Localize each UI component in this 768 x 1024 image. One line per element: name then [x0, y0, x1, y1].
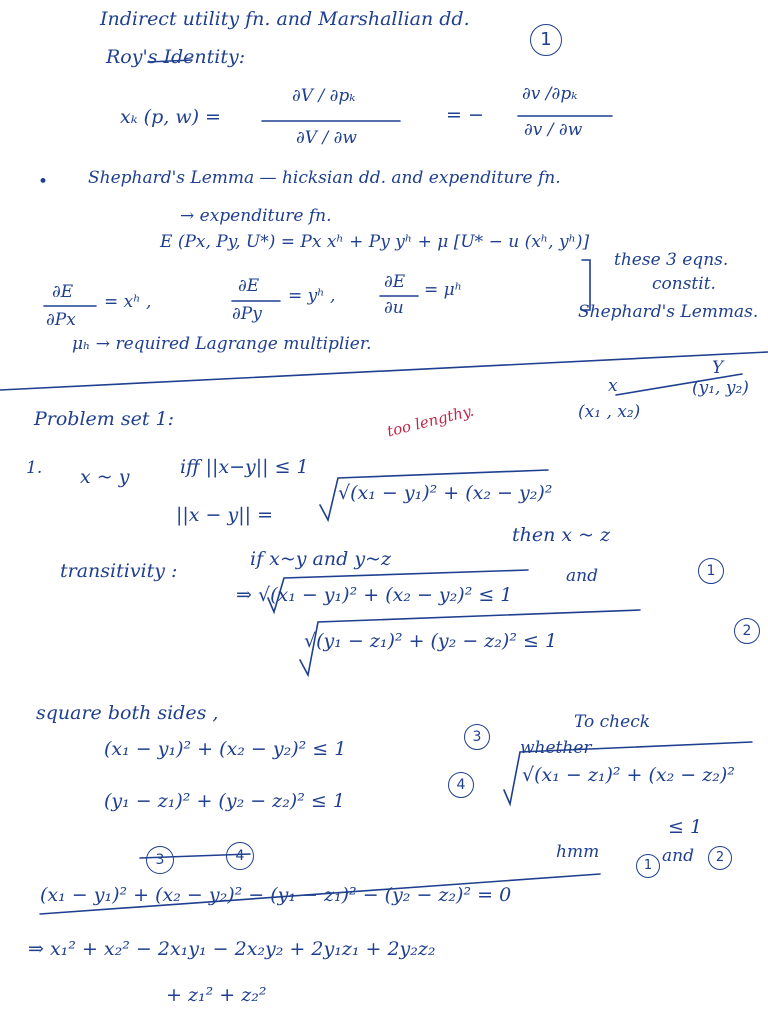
- crossed-tag-4: 4: [226, 842, 254, 870]
- d1-result: = xʰ ,: [104, 292, 152, 312]
- margin-remark: too lengthy.: [385, 401, 476, 441]
- d1-denominator: ∂Px: [46, 310, 76, 330]
- roy-numerator: ∂V / ∂pₖ: [292, 86, 356, 106]
- check-label: To check: [574, 712, 651, 732]
- inequality-2: √(y₁ − z₁)² + (y₂ − z₂)² ≤ 1: [304, 630, 558, 652]
- squared-inequality-2: (y₁ − z₁)² + (y₂ − z₂)² ≤ 1: [104, 790, 345, 812]
- roy-rhs-numerator: ∂v /∂pₖ: [522, 84, 578, 104]
- problem-heading: Problem set 1:: [34, 408, 175, 430]
- d2-denominator: ∂Py: [232, 304, 262, 324]
- expenditure-note: → expenditure fn.: [180, 206, 332, 226]
- figure-point-y: Y: [712, 358, 724, 378]
- crossed-tag-3: 3: [146, 846, 174, 874]
- tag-ref-1: 1: [636, 854, 660, 878]
- bullet-icon: •: [38, 172, 49, 192]
- relation-definition: iff ||x−y|| ≤ 1: [180, 456, 309, 478]
- section-title: Indirect utility fn. and Marshallian dd.: [100, 8, 470, 30]
- relation-lhs: x ~ y: [80, 466, 130, 488]
- check-expression: √(x₁ − z₁)² + (x₂ − z₂)²: [522, 764, 735, 786]
- inequality-1-and: and: [566, 566, 598, 586]
- tag-4: 4: [448, 772, 474, 798]
- d2-numerator: ∂E: [238, 276, 260, 296]
- tag-1: 1: [698, 558, 724, 584]
- tag-3: 3: [464, 724, 490, 750]
- section-divider: [0, 352, 768, 390]
- inequality-1: ⇒ √(x₁ − y₁)² + (x₂ − y₂)² ≤ 1: [236, 584, 513, 606]
- question-number: 1.: [26, 458, 43, 478]
- d2-result: = yʰ ,: [288, 286, 336, 306]
- norm-lhs: ||x − y|| =: [176, 504, 274, 526]
- crossed-out-equation: (x₁ − y₁)² + (x₂ − y₂)² − (y₁ − z₁)² − (y₂ − z₂)² = 0: [40, 884, 512, 906]
- transitivity-label: transitivity :: [60, 560, 178, 582]
- tag-ref-2: 2: [708, 846, 732, 870]
- hmm-and: and: [662, 846, 694, 866]
- roy-equals: = −: [446, 104, 484, 126]
- squared-inequality-1: (x₁ − y₁)² + (x₂ − y₂)² ≤ 1: [104, 738, 347, 760]
- tag-2: 2: [734, 618, 760, 644]
- d1-numerator: ∂E: [52, 282, 74, 302]
- square-label: square both sides ,: [36, 702, 219, 724]
- hmm-note: hmm: [556, 842, 600, 862]
- roy-lhs: xₖ (p, w) =: [120, 106, 221, 128]
- d3-numerator: ∂E: [384, 272, 406, 292]
- d3-denominator: ∂u: [384, 298, 404, 318]
- expansion-line-1: ⇒ x₁² + x₂² − 2x₁y₁ − 2x₂y₂ + 2y₁z₁ + 2y₂z₂: [28, 938, 436, 960]
- figure-y-coord: (y₁, y₂): [692, 378, 749, 398]
- lagrange-note: μₕ → required Lagrange multiplier.: [72, 334, 372, 354]
- bracket-note-2: constit.: [652, 274, 716, 294]
- transitivity-conclusion: then x ~ z: [512, 524, 611, 546]
- check-bound: ≤ 1: [668, 816, 703, 838]
- page-number-badge: 1: [530, 24, 562, 56]
- section-subtitle: Roy's Identity:: [106, 46, 246, 68]
- bracket-note-1: these 3 eqns.: [614, 250, 729, 270]
- check-label-2: whether: [520, 738, 592, 758]
- expansion-line-2: + z₁² + z₂²: [166, 984, 267, 1006]
- roy-rhs-denominator: ∂v / ∂w: [524, 120, 583, 140]
- d3-result: = μʰ: [424, 280, 463, 300]
- expenditure-equation: E (Px, Py, U*) = Px xʰ + Py yʰ + μ [U* − u (xʰ, yʰ)]: [160, 232, 590, 252]
- transitivity-condition: if x~y and y~z: [250, 548, 391, 570]
- roy-denominator: ∂V / ∂w: [296, 128, 357, 148]
- shephard-heading: Shephard's Lemma — hicksian dd. and expenditure fn.: [88, 168, 561, 188]
- bracket-note-3: Shephard's Lemmas.: [578, 302, 759, 322]
- figure-point-x: x: [608, 376, 618, 396]
- figure-x-coord: (x₁ , x₂): [578, 402, 641, 422]
- norm-rhs: √(x₁ − y₁)² + (x₂ − y₂)²: [338, 482, 553, 504]
